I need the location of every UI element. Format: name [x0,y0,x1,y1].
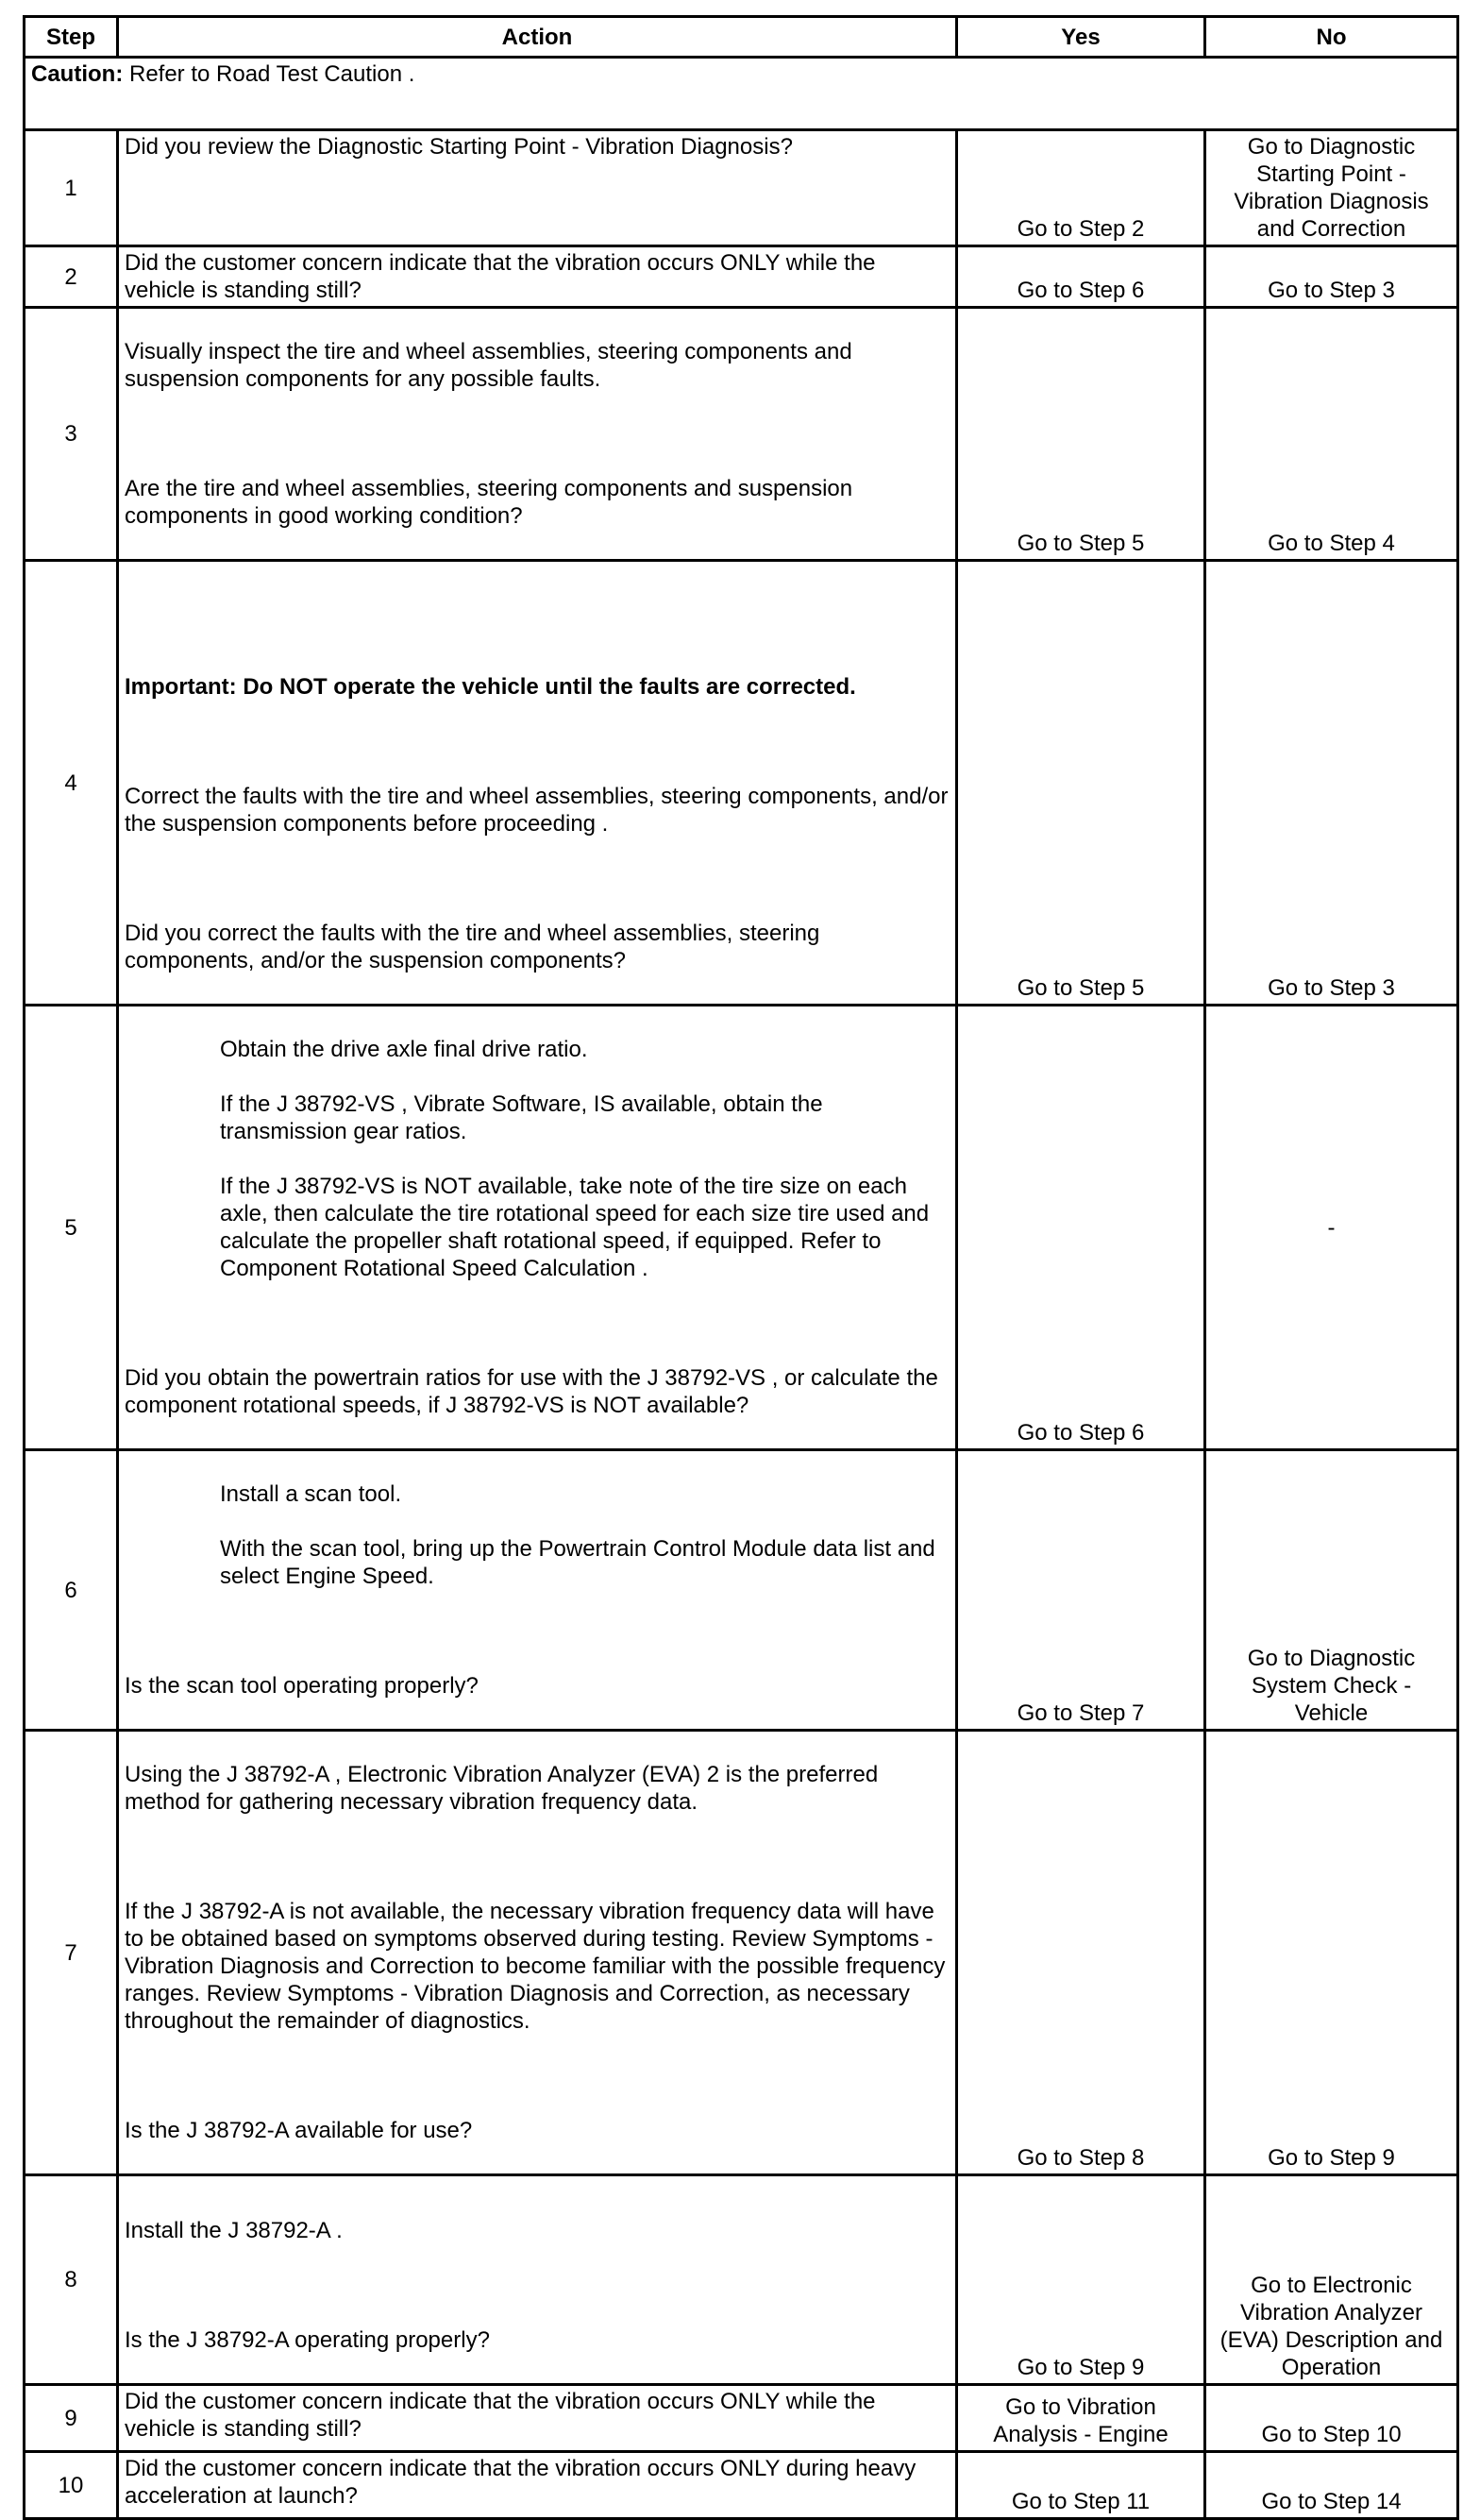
no-cell: Go to Step 14 [1205,2452,1458,2519]
caution-label: Caution: [31,61,124,87]
step-number: 8 [25,2175,118,2385]
step-number: 6 [25,1450,118,1731]
caution-text: Refer to Road Test Caution . [123,61,415,87]
action-text: Correct the faults with the tire and wheel assemblies, steering components, and/or the suspension components before proceeding . [125,784,949,837]
step-number: 9 [25,2385,118,2452]
table-row [25,2452,1458,2519]
yes-cell: Go to Step 8 [957,1731,1205,2175]
action-cell [118,246,957,308]
action-cell [118,1731,957,2175]
action-text: Using the J 38792-A , Electronic Vibration Analyzer (EVA) 2 is the preferred method for gathering necessary vibration frequency data. [125,1762,879,1815]
yes-cell: Go to Vibration Analysis - Engine [957,2385,1205,2452]
yes-cell: Go to Step 11 [957,2452,1205,2519]
step-number: 7 [25,1731,118,2175]
yes-cell: Go to Step 6 [957,1006,1205,1450]
caution-cell [25,58,1458,130]
action-text: Did you review the Diagnostic Starting Point - Vibration Diagnosis? [125,134,793,160]
no-cell: Go to Step 3 [1205,561,1458,1006]
action-cell [118,308,957,561]
no-cell: Go to Diagnostic System Check - Vehicle [1205,1450,1458,1731]
table-row [25,561,1458,1006]
action-text: Visually inspect the tire and wheel assemblies, steering components and suspension components for any possible faults. [125,339,852,392]
no-cell: Go to Diagnostic Starting Point - Vibration Diagnosis and Correction [1205,130,1458,246]
yes-cell: Go to Step 7 [957,1450,1205,1731]
no-cell: Go to Step 10 [1205,2385,1458,2452]
action-text: Did the customer concern indicate that the vibration occurs ONLY during heavy acceleration at launch? [125,2456,917,2509]
no-cell: Go to Step 9 [1205,1731,1458,2175]
action-cell [118,2452,957,2519]
step-number: 5 [25,1006,118,1450]
yes-cell: Go to Step 5 [957,308,1205,561]
action-cell [118,130,957,246]
step-number: 2 [25,246,118,308]
no-cell: Go to Step 3 [1205,246,1458,308]
action-question: Did you obtain the powertrain ratios for use with the J 38792-VS , or calculate the component rotational speeds, if J 38792-VS is NOT available? [125,1365,938,1418]
action-question: Did you correct the faults with the tire and wheel assemblies, steering components, and/or the suspension components? [125,921,820,973]
diagnostic-table [23,15,1459,2520]
action-substep: Obtain the drive axle final drive ratio. [220,1037,588,1062]
no-cell: Go to Step 4 [1205,308,1458,561]
header-step: Step [25,17,118,58]
table-row [25,2385,1458,2452]
action-text: Did the customer concern indicate that the vibration occurs ONLY while the vehicle is standing still? [125,2389,876,2442]
action-text: Did the customer concern indicate that the vibration occurs ONLY while the vehicle is standing still? [125,250,876,303]
action-cell [118,1450,957,1731]
action-text: If the J 38792-A is not available, the necessary vibration frequency data will have to be obtained based on symptoms observed during testing. Review Symptoms - Vibration Diagnosis and Correction to become familiar with the possible frequency ranges. Review Symptoms - Vibration Diagnosis and Correction, as necessary throughout the remainder of diagnostics. [125,1899,946,2034]
action-question: Is the J 38792-A available for use? [125,2118,473,2143]
action-cell [118,2385,957,2452]
table-row [25,246,1458,308]
action-text: Install the J 38792-A . [125,2218,343,2243]
action-substep: With the scan tool, bring up the Powertrain Control Module data list and select Engine Speed. [220,1536,935,1589]
yes-cell: Go to Step 5 [957,561,1205,1006]
action-question: Is the J 38792-A operating properly? [125,2327,490,2353]
header-row [25,17,1458,58]
table-row [25,2175,1458,2385]
step-number: 4 [25,561,118,1006]
header-yes: Yes [957,17,1205,58]
important-note: Important: Do NOT operate the vehicle until the faults are corrected. [125,674,856,700]
step-number: 10 [25,2452,118,2519]
header-no: No [1205,17,1458,58]
step-number: 1 [25,130,118,246]
yes-cell: Go to Step 9 [957,2175,1205,2385]
action-cell [118,561,957,1006]
table-row [25,130,1458,246]
caution-row [25,58,1458,130]
no-cell: - [1205,1006,1458,1450]
action-question: Are the tire and wheel assemblies, steering components and suspension components in good working condition? [125,476,853,529]
action-question: Is the scan tool operating properly? [125,1673,479,1699]
yes-cell: Go to Step 2 [957,130,1205,246]
action-cell [118,2175,957,2385]
yes-cell: Go to Step 6 [957,246,1205,308]
action-substep: If the J 38792-VS is NOT available, take note of the tire size on each axle, then calculate the tire rotational speed for each size tire used and calculate the propeller shaft rotational speed, if equipped. Refer to Component Rotational Speed Calculation . [220,1174,930,1281]
no-cell: Go to Electronic Vibration Analyzer (EVA) Description and Operation [1205,2175,1458,2385]
action-substep: Install a scan tool. [220,1481,402,1507]
table-row [25,1006,1458,1450]
table-row [25,308,1458,561]
header-action: Action [118,17,957,58]
table-row [25,1450,1458,1731]
action-cell [118,1006,957,1450]
step-number: 3 [25,308,118,561]
action-substep: If the J 38792-VS , Vibrate Software, IS available, obtain the transmission gear ratios. [220,1091,823,1144]
table-row [25,1731,1458,2175]
